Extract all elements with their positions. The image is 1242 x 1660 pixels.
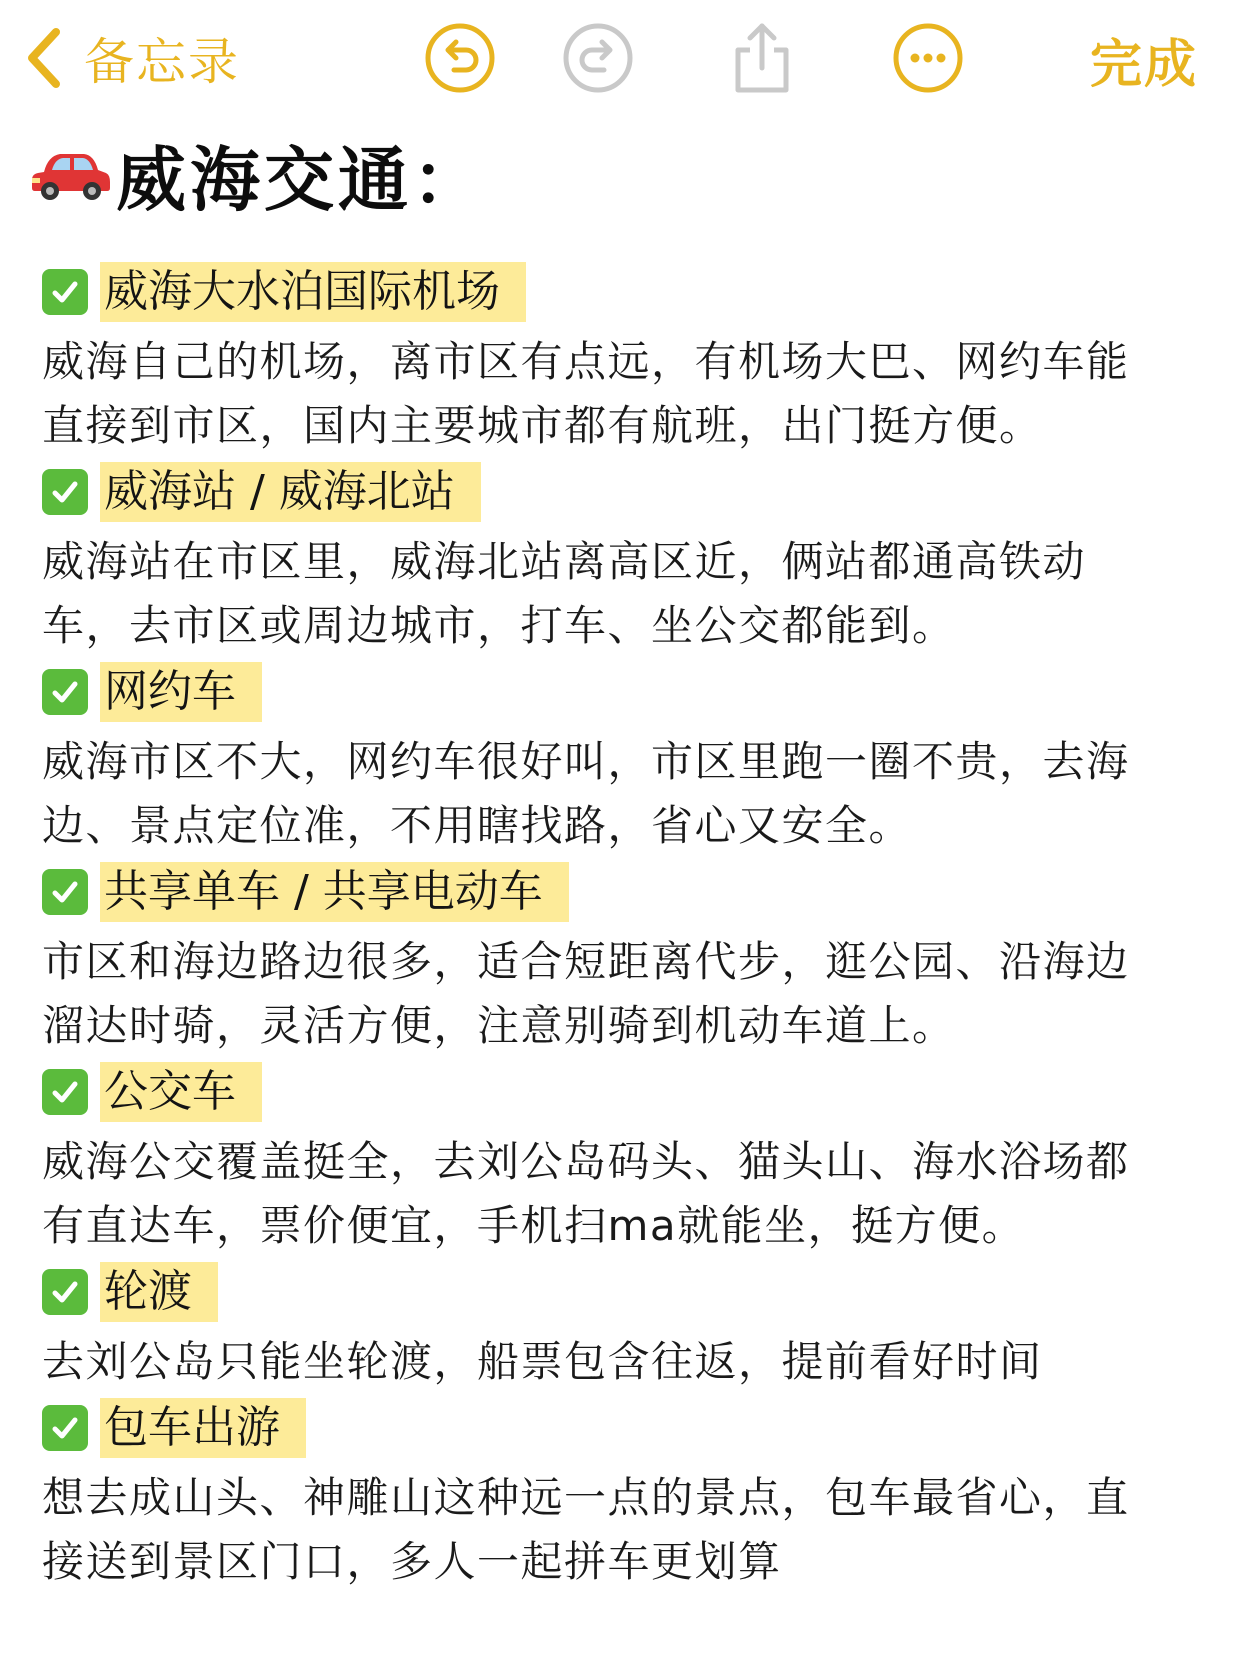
car-emoji-icon xyxy=(30,142,116,206)
section-body xyxy=(42,926,1222,1058)
section-heading-text: 轮渡 xyxy=(100,1262,218,1322)
back-label: 备忘录 xyxy=(84,33,240,91)
section-ride-hailing xyxy=(42,658,1222,858)
more-icon[interactable] xyxy=(890,20,966,96)
checkmark-icon xyxy=(42,269,88,315)
section-heading-text: 包车出游 xyxy=(100,1398,306,1458)
body-line: 溜达时骑，灵活方便，注意别骑到机动车道上。 xyxy=(42,1001,956,1050)
section-body xyxy=(42,1126,1222,1258)
section-railway xyxy=(42,458,1222,658)
section-body xyxy=(42,726,1222,858)
section-shared-bikes xyxy=(42,858,1222,1058)
section-bus xyxy=(42,1058,1222,1258)
body-line: 接送到景区门口，多人一起拼车更划算 xyxy=(42,1537,782,1586)
section-ferry xyxy=(42,1258,1222,1394)
checkmark-icon xyxy=(42,469,88,515)
section-body xyxy=(42,326,1222,458)
body-line: 有直达车，票价便宜，手机扫ma就能坐，挺方便。 xyxy=(42,1201,1026,1250)
body-line: 威海站在市区里，威海北站离高区近，俩站都通高铁动 xyxy=(42,537,1087,586)
body-line: 车，去市区或周边城市，打车、坐公交都能到。 xyxy=(42,601,956,650)
note-body[interactable] xyxy=(42,258,1222,1594)
body-line: 去刘公岛只能坐轮渡，船票包含往返，提前看好时间 xyxy=(42,1337,1043,1386)
checkmark-icon xyxy=(42,1405,88,1451)
section-heading xyxy=(42,1394,1222,1462)
checkmark-icon xyxy=(42,869,88,915)
toolbar xyxy=(0,0,1242,120)
body-line: 想去成山头、神雕山这种远一点的景点，包车最省心，直 xyxy=(42,1473,1130,1522)
checkmark-icon xyxy=(42,669,88,715)
body-line: 威海自己的机场，离市区有点远，有机场大巴、网约车能 xyxy=(42,337,1130,386)
body-line: 直接到市区，国内主要城市都有航班，出门挺方便。 xyxy=(42,401,1043,450)
note-title: 威海交通： xyxy=(116,138,486,221)
section-body xyxy=(42,1462,1222,1594)
section-heading-text: 威海大水泊国际机场 xyxy=(100,262,526,322)
section-heading xyxy=(42,258,1222,326)
section-heading xyxy=(42,658,1222,726)
checkmark-icon xyxy=(42,1069,88,1115)
section-charter xyxy=(42,1394,1222,1594)
body-line: 威海市区不大，网约车很好叫，市区里跑一圈不贵，去海 xyxy=(42,737,1130,786)
share-icon[interactable] xyxy=(724,20,800,96)
section-body xyxy=(42,1326,1222,1394)
section-heading-text: 网约车 xyxy=(100,662,262,722)
section-body xyxy=(42,526,1222,658)
body-line: 市区和海边路边很多，适合短距离代步，逛公园、沿海边 xyxy=(42,937,1130,986)
body-line: 威海公交覆盖挺全，去刘公岛码头、猫头山、海水浴场都 xyxy=(42,1137,1130,1186)
section-heading-text: 共享单车 / 共享电动车 xyxy=(100,862,569,922)
done-button[interactable]: 完成 xyxy=(1089,35,1198,95)
body-line: 边、景点定位准，不用瞎找路，省心又安全。 xyxy=(42,801,913,850)
section-heading xyxy=(42,1258,1222,1326)
note-title-row xyxy=(30,128,486,220)
chevron-left-icon xyxy=(22,26,66,90)
section-heading-text: 威海站 / 威海北站 xyxy=(100,462,481,522)
section-airport xyxy=(42,258,1222,458)
section-heading xyxy=(42,1058,1222,1126)
checkmark-icon xyxy=(42,1269,88,1315)
section-heading xyxy=(42,458,1222,526)
section-heading-text: 公交车 xyxy=(100,1062,262,1122)
back-button[interactable] xyxy=(22,18,240,98)
redo-icon[interactable] xyxy=(560,20,636,96)
section-heading xyxy=(42,858,1222,926)
undo-icon[interactable] xyxy=(422,20,498,96)
